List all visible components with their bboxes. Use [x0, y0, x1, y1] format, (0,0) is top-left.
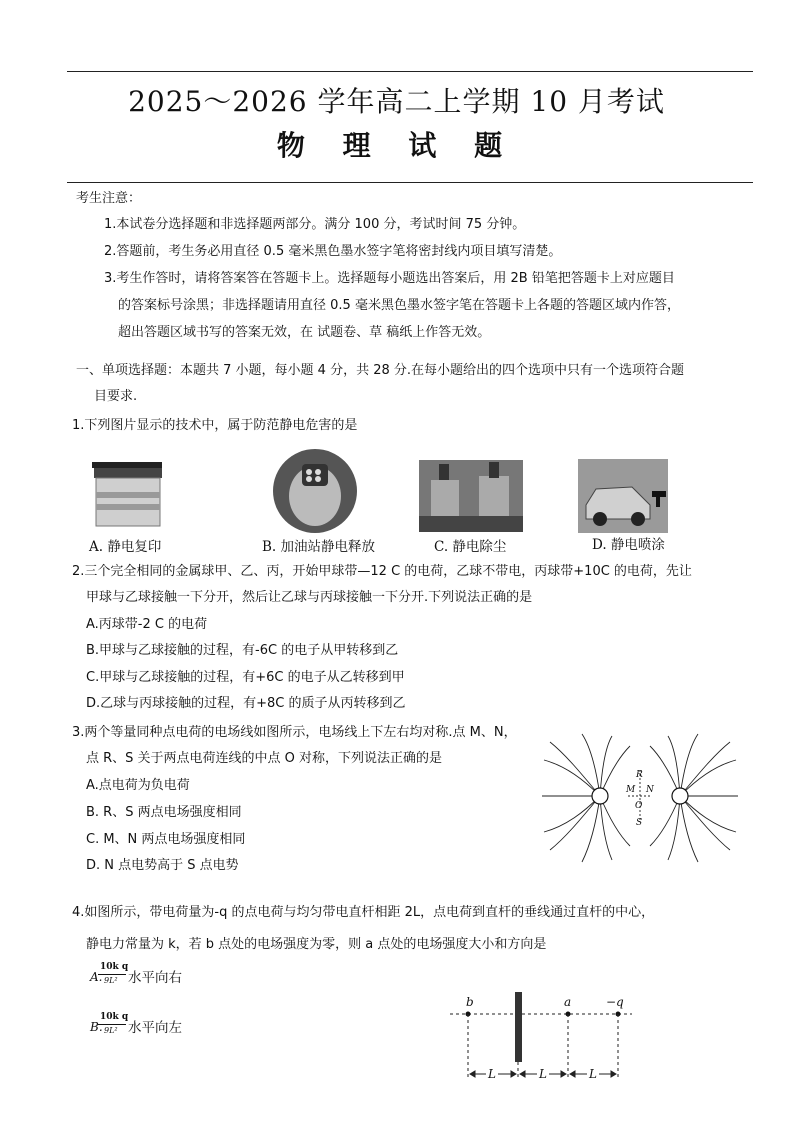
notice-item-3: 3.考生作答时，请将答案答在答题卡上。选择题每小题选出答案后，用 2B 铅笔把答题卡上对应题目 — [104, 271, 675, 286]
q2-stem: 2.三个完全相同的金属球甲、乙、丙，开始甲球带—12 C 的电荷，乙球不带电，丙球带+10C 的电荷，先让 — [72, 564, 692, 579]
label-charge: −q — [606, 995, 624, 1009]
section-heading: 一、单项选择题：本题共 7 小题，每小题 4 分，共 28 分.在每小题给出的四个选项中只有一个选项符合题 — [76, 363, 685, 378]
q3-option-d: D. N 点电势高于 S 点电势 — [86, 858, 239, 873]
q4-option-a: A. 10k q 9L² 水平向右 — [90, 962, 182, 986]
q1-option-d: D. 静电喷涂 — [592, 537, 665, 553]
q2-stem-cont: 甲球与乙球接触一下分开，然后让乙球与丙球接触一下分开.下列说法正确的是 — [86, 590, 533, 605]
spray-paint-image — [578, 459, 668, 533]
notice-item-3-cont2: 超出答题区域书写的答案无效，在 试题卷、草 稿纸上作答无效。 — [118, 325, 491, 340]
exam-title: 2025～2026 学年高二上学期 10 月考试 — [128, 85, 665, 118]
label-m: M — [626, 785, 636, 795]
top-rule — [67, 71, 753, 72]
static-release-image — [272, 448, 358, 534]
q4-stem: 4.如图所示，带电荷量为-q 的点电荷与均匀带电直杆相距 2L，点电荷到直杆的垂线通过直杆的中心， — [72, 905, 655, 920]
rod-charge-diagram — [446, 988, 636, 1084]
q4-stem-cont: 静电力常量为 k，若 b 点处的电场强度为零，则 a 点处的电场强度大小和方向是 — [86, 937, 547, 952]
label-l-1: L — [488, 1067, 496, 1081]
section-heading-cont: 目要求. — [94, 389, 138, 404]
label-r: R — [636, 770, 643, 780]
notice-item-2: 2.答题前，考生务必用直径 0.5 毫米黑色墨水签字笔将密封线内项目填写清楚。 — [104, 244, 562, 259]
header-bottom-rule — [67, 182, 753, 183]
q1-option-a: A. 静电复印 — [89, 539, 162, 555]
q4-option-b: B. 10k q 9L² 水平向左 — [90, 1012, 182, 1036]
label-b: b — [466, 995, 474, 1009]
label-o: O — [635, 801, 643, 811]
notice-item-3-cont: 的答案标号涂黑；非选择题请用直径 0.5 毫米黑色墨水签字笔在答题卡上各题的答题区域内作答， — [118, 298, 680, 313]
electric-field-lines-diagram — [540, 732, 740, 864]
q2-option-d: D.乙球与丙球接触的过程，有+8C 的质子从丙转移到乙 — [86, 696, 406, 711]
q1-option-c: C. 静电除尘 — [434, 539, 507, 555]
dust-removal-image — [419, 460, 523, 532]
label-s: S — [636, 818, 643, 828]
notice-item-1: 1.本试卷分选择题和非选择题两部分。满分 100 分，考试时间 75 分钟。 — [104, 217, 526, 232]
q3-option-c: C. M、N 两点电场强度相同 — [86, 832, 246, 847]
q1-option-b: B. 加油站静电释放 — [262, 539, 376, 555]
notice-heading: 考生注意： — [76, 191, 142, 206]
copier-image — [90, 458, 166, 534]
subject-title: 物 理 试 题 — [276, 129, 517, 162]
q2-option-b: B.甲球与乙球接触的过程，有-6C 的电子从甲转移到乙 — [86, 643, 399, 658]
label-n: N — [646, 785, 654, 795]
q2-option-c: C.甲球与乙球接触的过程，有+6C 的电子从乙转移到甲 — [86, 670, 405, 685]
q1-stem: 1.下列图片显示的技术中，属于防范静电危害的是 — [72, 418, 358, 433]
q3-stem-cont: 点 R、S 关于两点电荷连线的中点 O 对称，下列说法正确的是 — [86, 751, 443, 766]
label-a: a — [564, 995, 572, 1009]
label-l-3: L — [589, 1067, 597, 1081]
q3-stem: 3.两个等量同种点电荷的电场线如图所示，电场线上下左右均对称.点 M、N， — [72, 725, 517, 740]
q2-option-a: A.丙球带-2 C 的电荷 — [86, 617, 208, 632]
q3-option-a: A.点电荷为负电荷 — [86, 778, 190, 793]
label-l-2: L — [539, 1067, 547, 1081]
q3-option-b: B. R、S 两点电场强度相同 — [86, 805, 242, 820]
